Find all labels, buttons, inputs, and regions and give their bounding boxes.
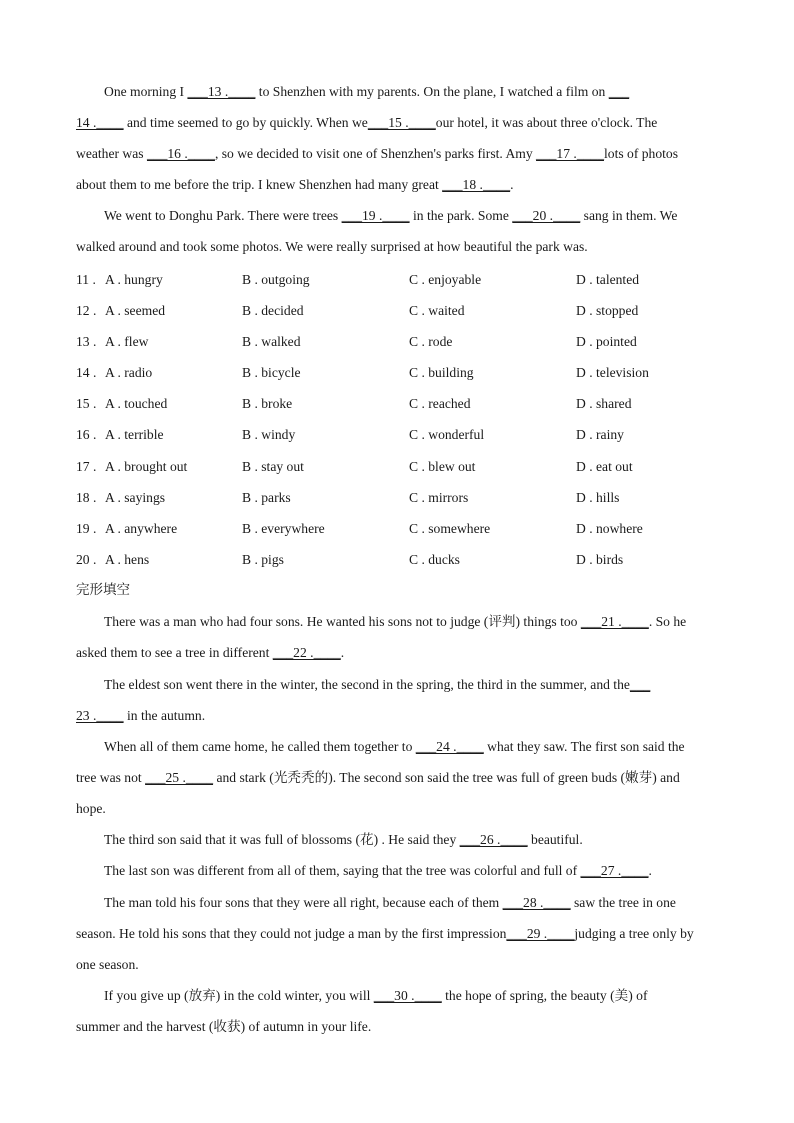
option-a[interactable]: A . hens	[105, 551, 150, 567]
text-run: walked around and took some photos. We were really surprised at how beautiful the park was.	[76, 239, 588, 254]
option-c[interactable]: C . enjoyable	[409, 272, 482, 287]
text-run: .	[510, 177, 514, 192]
text-line	[76, 1011, 740, 1042]
text-line	[76, 887, 740, 918]
text-run: saw the tree in one	[570, 895, 676, 910]
question-14-options	[76, 357, 740, 388]
text-run: , so we decided to visit one of Shenzhen's parks first. Amy	[214, 146, 537, 161]
blank-14[interactable]: 14 .____	[76, 115, 124, 130]
text-run: and time seemed to go by quickly. When we	[123, 115, 368, 130]
blank-15[interactable]: ___15 .____	[367, 115, 436, 130]
option-a[interactable]: A . touched	[105, 396, 168, 412]
option-d[interactable]: D . television	[576, 365, 649, 381]
option-a[interactable]: A . terrible	[105, 427, 164, 443]
text-run: in the autumn.	[123, 708, 206, 723]
text-run: one season.	[76, 957, 139, 972]
option-b[interactable]: B . parks	[242, 489, 291, 505]
option-b[interactable]: B . outgoing	[242, 272, 310, 287]
option-b[interactable]: B . broke	[242, 396, 293, 412]
text-line	[76, 793, 740, 824]
option-d[interactable]: D . birds	[576, 551, 624, 567]
text-run: When all of them came home, he called them together to	[104, 739, 416, 754]
option-d[interactable]: D . stopped	[576, 303, 639, 319]
text-run: One morning I	[104, 84, 188, 99]
passage-2-paragraph-6	[76, 887, 740, 980]
option-b[interactable]: B . everywhere	[242, 520, 325, 536]
text-line	[76, 169, 740, 200]
text-run: The man told his four sons that they were all right, because each of them	[104, 895, 503, 910]
blank-21[interactable]: ___21 .____	[580, 614, 649, 629]
option-b[interactable]: B . stay out	[242, 458, 304, 474]
text-run: asked them to see a tree in different	[76, 645, 273, 660]
passage-2-paragraph-7	[76, 980, 740, 1042]
blank-29[interactable]: ___29 .____	[506, 926, 575, 941]
question-11-options	[76, 264, 740, 295]
question-number: 20 .	[76, 551, 97, 567]
text-line	[76, 918, 740, 949]
blank-16[interactable]: ___16 .____	[146, 146, 215, 161]
options-list	[76, 264, 740, 575]
text-run: The third son said that it was full of blossoms (花) . He said they	[104, 832, 460, 847]
text-run: If you give up (放弃) in the cold winter, you will	[104, 988, 374, 1003]
question-17-options	[76, 451, 740, 482]
option-c[interactable]: C . waited	[409, 303, 465, 319]
option-b[interactable]: B . walked	[242, 334, 301, 350]
option-c[interactable]: C . blew out	[409, 458, 476, 474]
question-number: 15 .	[76, 396, 97, 412]
option-c[interactable]: C . mirrors	[409, 489, 469, 505]
question-number: 17 .	[76, 458, 97, 474]
option-c[interactable]: C . building	[409, 365, 474, 381]
passage-2-paragraph-5	[76, 855, 740, 886]
text-line	[76, 980, 740, 1011]
option-b[interactable]: B . windy	[242, 427, 296, 443]
text-run: sang in them. We	[580, 208, 678, 223]
question-12-options	[76, 295, 740, 326]
option-a[interactable]: A . hungry	[105, 272, 163, 287]
text-run: our hotel, it was about three o'clock. The	[435, 115, 658, 130]
blank-17[interactable]: ___17 .____	[536, 146, 604, 161]
text-run: season. He told his sons that they could not judge a man by the first impression	[76, 926, 507, 941]
passage-1-paragraph-2	[76, 200, 740, 262]
question-number: 12 .	[76, 303, 97, 319]
text-line	[76, 200, 740, 231]
blank-24[interactable]: ___24 .____	[415, 739, 484, 754]
option-a[interactable]: A . anywhere	[105, 520, 178, 536]
option-b[interactable]: B . pigs	[242, 551, 284, 567]
text-line	[76, 824, 740, 855]
text-run: tree was not	[76, 770, 146, 785]
text-run: The eldest son went there in the winter, the second in the spring, the third in the summer, and the	[104, 677, 630, 692]
text-run: to Shenzhen with my parents. On the plane, I watched a film on	[255, 84, 609, 99]
text-line	[76, 731, 740, 762]
text-line	[76, 855, 740, 886]
option-c[interactable]: C . wonderful	[409, 427, 485, 443]
text-run: about them to me before the trip. I knew Shenzhen had many great	[76, 177, 443, 192]
text-run: beautiful.	[527, 832, 583, 847]
option-a[interactable]: A . seemed	[105, 303, 166, 319]
blank-28[interactable]: ___28 .____	[502, 895, 571, 910]
question-15-options	[76, 388, 740, 419]
option-d[interactable]: D . talented	[576, 272, 640, 287]
blank-30[interactable]: ___30 .____	[373, 988, 442, 1003]
text-run: in the park. Some	[409, 208, 513, 223]
option-b[interactable]: B . decided	[242, 303, 304, 319]
passage-2-paragraph-3	[76, 731, 740, 824]
option-a[interactable]: A . radio	[105, 365, 153, 381]
blank-14-start: ___	[608, 84, 630, 99]
passage-2-paragraph-1	[76, 606, 740, 668]
question-20-options	[76, 544, 740, 575]
option-d[interactable]: D . eat out	[576, 458, 633, 474]
blank-18[interactable]: ___18 .____	[442, 177, 511, 192]
option-b[interactable]: B . bicycle	[242, 365, 301, 381]
section-title: 完形填空	[76, 582, 130, 598]
passage-1-paragraph-1	[76, 76, 740, 200]
text-line	[76, 669, 740, 700]
option-a[interactable]: A . flew	[105, 334, 149, 350]
blank-20[interactable]: ___20 .____	[512, 208, 581, 223]
blank-13[interactable]: ___13 .____	[187, 84, 256, 99]
question-number: 14 .	[76, 365, 97, 381]
option-c[interactable]: C . somewhere	[409, 520, 491, 536]
option-d[interactable]: D . shared	[576, 396, 632, 412]
option-d[interactable]: D . hills	[576, 489, 620, 505]
text-run: The last son was different from all of them, saying that the tree was colorful and full of	[104, 863, 581, 878]
text-run: . So he	[648, 614, 687, 629]
blank-27[interactable]: ___27 .____	[580, 863, 649, 878]
text-run: and stark (光秃秃的). The second son said the tree was full of green buds (嫩芽) and	[213, 770, 680, 785]
text-run: hope.	[76, 801, 106, 816]
text-run: lots of photos	[604, 146, 679, 161]
question-number: 13 .	[76, 334, 97, 350]
option-d[interactable]: D . rainy	[576, 427, 624, 443]
blank-26[interactable]: ___26 .____	[459, 832, 528, 847]
blank-19[interactable]: ___19 .____	[341, 208, 410, 223]
option-c[interactable]: C . rode	[409, 334, 453, 350]
question-number: 11 .	[76, 272, 96, 287]
text-run: the hope of spring, the beauty (美) of	[441, 988, 648, 1003]
text-run: We went to Donghu Park. There were trees	[104, 208, 342, 223]
blank-22[interactable]: ___22 .____	[272, 645, 341, 660]
text-line	[76, 949, 740, 980]
text-run: .	[340, 645, 345, 660]
text-run: summer and the harvest (收获) of autumn in your life.	[76, 1019, 372, 1034]
question-number: 19 .	[76, 520, 97, 536]
option-c[interactable]: C . ducks	[409, 551, 460, 567]
text-run: There was a man who had four sons. He wanted his sons not to judge (评判) things too	[104, 614, 581, 629]
option-d[interactable]: D . nowhere	[576, 520, 643, 536]
text-line	[76, 700, 740, 731]
question-13-options	[76, 326, 740, 357]
blank-25[interactable]: ___25 .____	[145, 770, 214, 785]
text-run: .	[648, 863, 652, 878]
question-19-options	[76, 513, 740, 544]
question-number: 18 .	[76, 489, 97, 505]
option-d[interactable]: D . pointed	[576, 334, 637, 350]
question-number: 16 .	[76, 427, 97, 443]
text-line	[76, 637, 740, 668]
passage-2-paragraph-4	[76, 824, 740, 855]
text-line	[76, 107, 740, 138]
text-run: weather was	[76, 146, 147, 161]
text-line	[76, 76, 740, 107]
passage-2-paragraph-2	[76, 669, 740, 731]
text-line	[76, 606, 740, 637]
question-18-options	[76, 482, 740, 513]
option-a[interactable]: A . sayings	[105, 489, 166, 505]
text-line	[76, 231, 740, 262]
option-c[interactable]: C . reached	[409, 396, 471, 412]
text-line	[76, 138, 740, 169]
text-line	[76, 762, 740, 793]
option-a[interactable]: A . brought out	[105, 458, 188, 474]
text-run: what they saw. The first son said the	[483, 739, 685, 754]
question-16-options	[76, 419, 740, 450]
blank-23[interactable]: 23 .____	[76, 708, 124, 723]
text-run: judging a tree only by	[574, 926, 694, 941]
blank-23-start: ___	[629, 677, 651, 692]
